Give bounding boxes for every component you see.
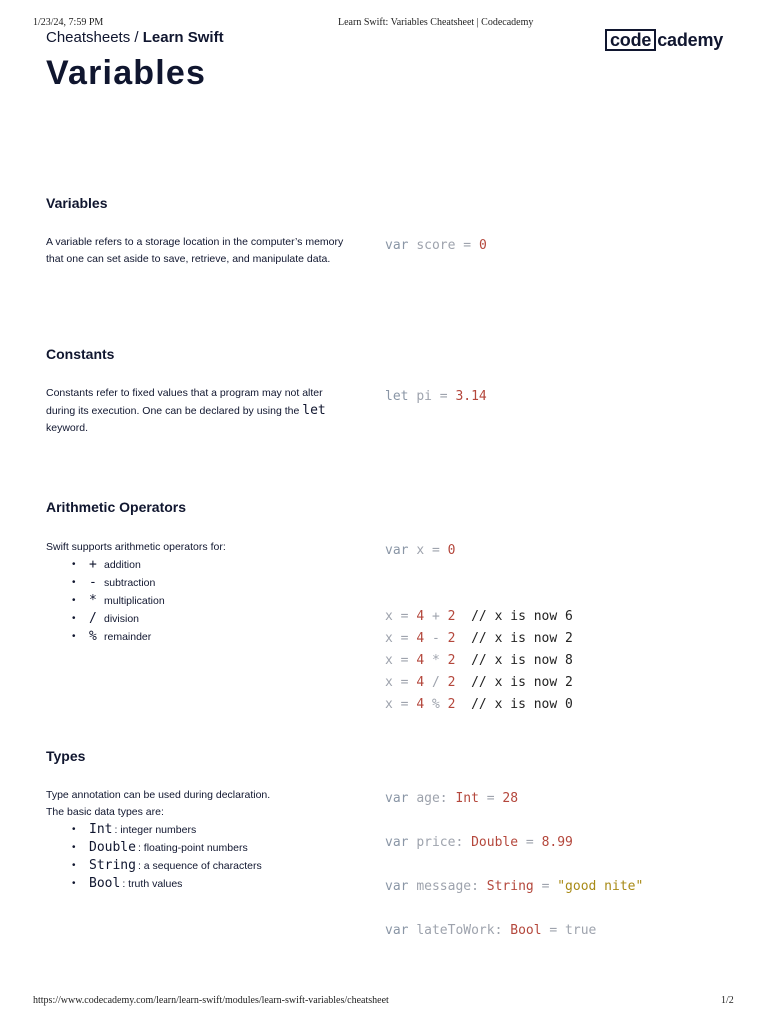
code-type: Double — [471, 835, 519, 850]
type-label: : floating-point numbers — [137, 842, 248, 854]
code-number: 3.14 — [455, 389, 487, 404]
breadcrumb — [46, 29, 224, 46]
code-number: 4 — [416, 675, 425, 690]
section-title-variables: Variables — [46, 195, 108, 211]
section-title-types: Types — [46, 748, 86, 764]
type-name: Int — [89, 822, 113, 837]
constants-description — [46, 385, 346, 437]
types-code-line-age — [385, 788, 518, 810]
page-title: Variables — [46, 54, 207, 92]
types-list — [72, 821, 262, 893]
code-comment: // x is now 8 — [471, 653, 573, 668]
types-intro-line2: The basic data types are: — [46, 806, 164, 818]
code-number: 2 — [447, 631, 456, 646]
code-operator: = — [439, 389, 448, 404]
code-number: 28 — [502, 791, 519, 806]
code-operator: % — [431, 697, 440, 712]
code-number: 0 — [478, 238, 487, 253]
code-operator: = — [400, 631, 409, 646]
print-datetime: 1/23/24, 7:59 PM — [33, 17, 104, 28]
code-comment: // x is now 6 — [471, 609, 573, 624]
code-operator: = — [463, 238, 472, 253]
types-intro-line1: Type annotation can be used during declaration. — [46, 789, 271, 801]
breadcrumb-separator: / — [130, 29, 143, 46]
operator-symbol: % — [89, 629, 97, 644]
variables-code-block — [385, 235, 487, 257]
code-operator: = — [486, 791, 495, 806]
code-number: 4 — [416, 697, 425, 712]
code-identifier: x — [385, 631, 393, 646]
type-label: : integer numbers — [114, 824, 197, 836]
code-identifier: x — [385, 697, 393, 712]
code-keyword: var — [385, 835, 409, 850]
code-identifier: score — [416, 238, 456, 253]
code-operator: = — [431, 543, 440, 558]
code-operator: = — [400, 609, 409, 624]
code-line — [385, 631, 573, 646]
constants-desc-text-end: keyword. — [46, 422, 89, 434]
code-keyword: var — [385, 238, 409, 253]
arithmetic-code-decl — [385, 540, 455, 562]
operator-symbol: + — [89, 557, 97, 572]
code-keyword: var — [385, 791, 409, 806]
type-name: String — [89, 858, 136, 873]
print-url: https://www.codecademy.com/learn/learn-swift/modules/learn-swift-variables/cheatsheet — [33, 995, 389, 1006]
code-operator: + — [431, 609, 440, 624]
types-code-line-message — [385, 876, 643, 898]
types-code-line-late-to-work — [385, 920, 596, 942]
constants-desc-text: Constants refer to fixed values that a program may not alter during its execution. One can be declared by using the — [46, 387, 323, 417]
code-number: 0 — [447, 543, 456, 558]
logo-rest-part: cademy — [657, 29, 724, 50]
code-number: 2 — [447, 653, 456, 668]
list-item — [72, 875, 262, 893]
section-title-arithmetic-operators: Arithmetic Operators — [46, 499, 187, 515]
code-comment: // x is now 2 — [471, 631, 573, 646]
code-number: 4 — [416, 631, 425, 646]
code-keyword: var — [385, 543, 409, 558]
constants-code-block — [385, 386, 487, 408]
code-operator: = — [400, 653, 409, 668]
inline-code-let: let — [302, 403, 326, 418]
code-identifier: message — [416, 879, 472, 894]
code-colon: : — [494, 923, 503, 938]
code-identifier: x — [385, 609, 393, 624]
code-number: 2 — [447, 697, 456, 712]
code-line — [385, 609, 573, 624]
type-label: : a sequence of characters — [137, 860, 262, 872]
code-colon: : — [455, 835, 464, 850]
operator-symbol: - — [89, 575, 97, 590]
code-comment: // x is now 2 — [471, 675, 573, 690]
type-name: Bool — [89, 876, 121, 891]
code-type: Bool — [510, 923, 542, 938]
codecademy-logo[interactable] — [605, 29, 723, 51]
types-intro — [46, 787, 346, 821]
code-operator: / — [431, 675, 440, 690]
code-comment: // x is now 0 — [471, 697, 573, 712]
code-string: "good nite" — [557, 879, 644, 894]
code-operator: = — [549, 923, 558, 938]
code-line — [385, 675, 573, 690]
breadcrumb-learn-swift-link[interactable]: Learn Swift — [142, 29, 224, 46]
list-item — [72, 821, 262, 839]
code-number: 4 — [416, 609, 425, 624]
code-colon: : — [471, 879, 479, 894]
code-identifier: x — [385, 675, 393, 690]
type-name: Double — [89, 840, 136, 855]
list-item — [72, 839, 262, 857]
code-number: 2 — [447, 609, 456, 624]
type-label: : truth values — [122, 878, 183, 890]
operator-symbol: / — [89, 611, 97, 626]
code-operator: = — [400, 675, 409, 690]
code-identifier: x — [416, 543, 425, 558]
code-operator: = — [541, 879, 550, 894]
section-title-constants: Constants — [46, 346, 115, 362]
operator-label: subtraction — [104, 577, 156, 589]
code-identifier: price — [416, 835, 456, 850]
code-identifier: x — [385, 653, 393, 668]
breadcrumb-cheatsheets-link[interactable]: Cheatsheets — [46, 29, 131, 46]
code-operator: * — [431, 653, 440, 668]
types-code-line-price — [385, 832, 573, 854]
code-identifier: pi — [416, 389, 432, 404]
code-number: 8.99 — [541, 835, 573, 850]
code-type: Int — [455, 791, 479, 806]
code-line — [385, 697, 573, 712]
code-keyword: var — [385, 879, 409, 894]
variables-description: A variable refers to a storage location in the computer’s memory that one can set aside to save, retrieve, and manipulate data. — [46, 236, 344, 265]
print-doc-title: Learn Swift: Variables Cheatsheet | Codecademy — [338, 17, 534, 28]
code-line — [385, 653, 573, 668]
code-keyword: let — [385, 389, 409, 404]
code-colon: : — [439, 791, 448, 806]
operator-symbol: * — [89, 593, 97, 608]
operator-label: addition — [104, 559, 141, 571]
code-number: 4 — [416, 653, 425, 668]
code-identifier: lateToWork — [416, 923, 495, 938]
code-operator: = — [400, 697, 409, 712]
list-item — [72, 857, 262, 875]
code-identifier: age — [416, 791, 440, 806]
code-operator: - — [431, 631, 440, 646]
code-number: 2 — [447, 675, 456, 690]
operator-label: division — [104, 613, 140, 625]
arithmetic-code-block — [385, 584, 573, 716]
code-keyword: var — [385, 923, 409, 938]
operator-label: multiplication — [104, 595, 165, 607]
code-type: String — [486, 879, 534, 894]
arithmetic-intro: Swift supports arithmetic operators for: — [46, 541, 226, 553]
code-boolean: true — [565, 923, 597, 938]
operator-label: remainder — [104, 631, 152, 643]
logo-boxed-part: code — [605, 29, 656, 51]
print-page-number: 1/2 — [721, 995, 734, 1006]
code-operator: = — [525, 835, 534, 850]
